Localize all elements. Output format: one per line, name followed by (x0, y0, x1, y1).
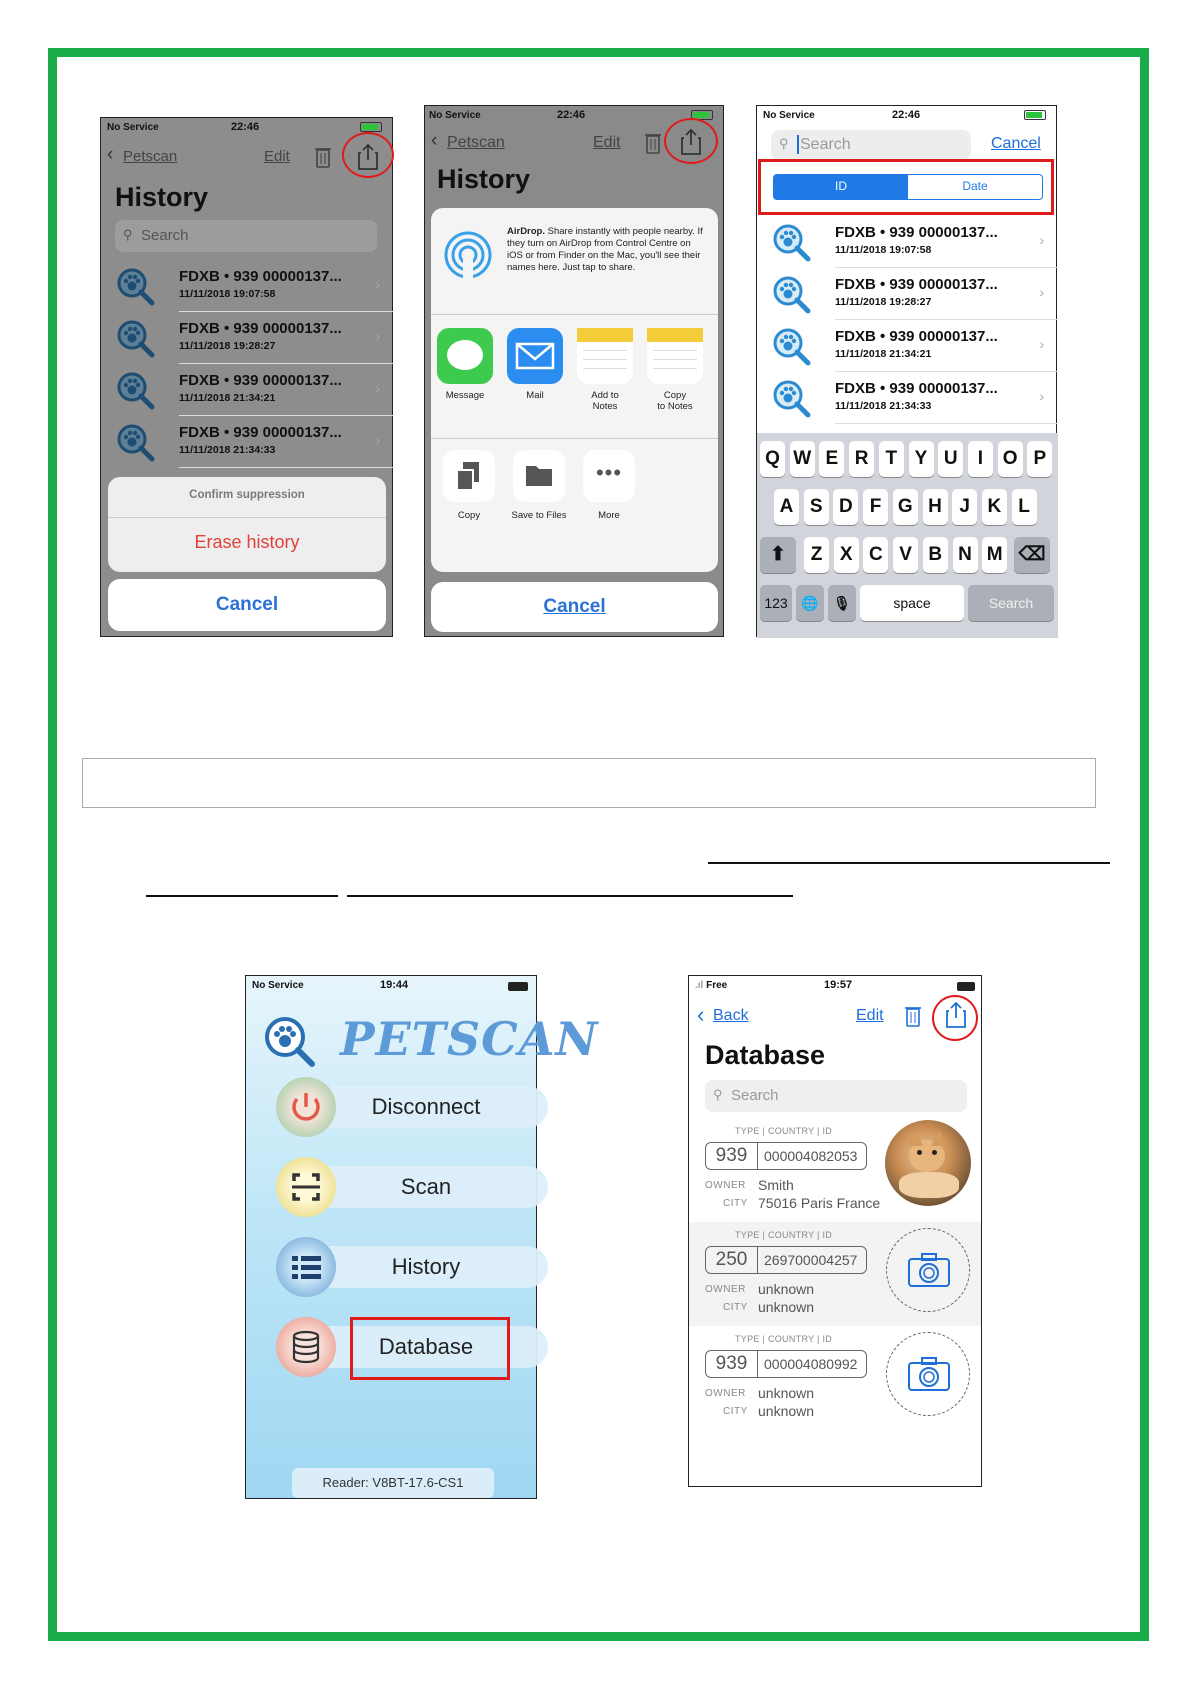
search-input[interactable] (115, 220, 377, 252)
database-screenshot (688, 975, 982, 1487)
city-label: CITY (723, 1406, 748, 1417)
copy-to-notes-app-icon[interactable] (647, 328, 703, 384)
edit-button[interactable]: Edit (856, 1007, 884, 1024)
chevron-right-icon: › (375, 328, 380, 344)
entry-header: TYPE | COUNTRY | ID (735, 1334, 833, 1344)
row-date: 11/11/2018 19:28:27 (835, 296, 932, 308)
status-carrier: .ıl Free (695, 980, 728, 991)
status-carrier: No Service (763, 110, 815, 121)
segment-date[interactable]: Date (962, 179, 988, 193)
search-input[interactable] (771, 130, 971, 160)
key[interactable]: I (968, 441, 993, 477)
entry-id-box (705, 1142, 867, 1170)
airdrop-description (507, 226, 707, 274)
paw-search-icon (771, 274, 811, 314)
back-button[interactable]: Petscan (123, 148, 178, 165)
key[interactable]: R (849, 441, 874, 477)
row-date: 11/11/2018 21:34:21 (835, 348, 932, 360)
key[interactable]: T (879, 441, 904, 477)
search-icon: ⚲ (123, 227, 133, 242)
status-carrier: No Service (107, 122, 159, 133)
key[interactable]: N (953, 537, 978, 573)
battery-icon (508, 982, 528, 991)
history-button[interactable]: History (304, 1246, 548, 1288)
chevron-right-icon: › (1039, 284, 1044, 300)
entry-header: TYPE | COUNTRY | ID (735, 1230, 833, 1240)
key[interactable]: K (982, 489, 1007, 525)
key[interactable]: O (998, 441, 1023, 477)
status-time: 22:46 (557, 109, 586, 121)
trash-icon[interactable] (313, 145, 333, 169)
chevron-right-icon: › (375, 432, 380, 448)
back-button[interactable]: Back (713, 1007, 749, 1024)
city-label: CITY (723, 1302, 748, 1313)
status-time: 19:57 (824, 979, 853, 991)
share-action-label: Copy (457, 510, 481, 521)
key[interactable]: X (834, 537, 859, 573)
key[interactable]: Y (909, 441, 934, 477)
page-title: History (115, 182, 209, 212)
chevron-right-icon: › (375, 276, 380, 292)
database-button[interactable]: Database (304, 1326, 548, 1368)
camera-icon (887, 1333, 971, 1417)
history-list (757, 216, 1058, 426)
airdrop-title: AirDrop. (507, 226, 545, 237)
divider (431, 438, 718, 439)
share-action-label: Save to Files (511, 510, 567, 521)
camera-icon (887, 1229, 971, 1313)
history-row[interactable] (757, 268, 1058, 320)
row-chip-id: FDXB • 939 00000137... (179, 372, 342, 389)
segment-highlight-box (758, 159, 1054, 215)
scan-button[interactable]: Scan (304, 1166, 548, 1208)
share-sheet-screenshot (424, 105, 724, 637)
status-time: 22:46 (231, 121, 260, 133)
row-chip-id: FDXB • 939 00000137... (835, 276, 998, 293)
key[interactable]: W (790, 441, 815, 477)
row-chip-id: FDXB • 939 00000137... (835, 328, 998, 345)
mail-app-icon[interactable] (507, 328, 563, 384)
key[interactable]: S (804, 489, 829, 525)
carrier-name: Free (706, 980, 728, 991)
share-highlight-circle (664, 118, 718, 164)
divider (431, 314, 718, 315)
action-sheet-title: Confirm suppression (189, 489, 305, 501)
key[interactable]: F (863, 489, 888, 525)
database-entry[interactable] (689, 1118, 981, 1222)
cancel-button[interactable]: Cancel (108, 579, 386, 631)
chip-id: 000004080992 (764, 1356, 858, 1372)
share-app-label: Add to Notes (591, 390, 619, 412)
search-key[interactable]: Search (968, 585, 1054, 621)
page-title: History (437, 164, 531, 194)
country-code: 939 (706, 1143, 758, 1169)
history-row[interactable] (101, 364, 394, 416)
search-placeholder: Search (800, 136, 851, 153)
paw-search-icon (115, 266, 155, 306)
numbers-key[interactable]: 123 (760, 585, 792, 621)
share-app-label: Message (445, 390, 485, 401)
cat-photo (885, 1120, 971, 1206)
battery-icon (1024, 110, 1046, 120)
chevron-right-icon: › (1039, 232, 1044, 248)
city-value: unknown (758, 1403, 815, 1419)
speech-bubble-icon (447, 340, 483, 370)
row-date: 11/11/2018 19:07:58 (179, 288, 276, 300)
erase-history-button[interactable]: Erase history (194, 532, 300, 552)
copy-action-icon[interactable] (443, 450, 495, 502)
back-button[interactable]: Petscan (447, 134, 505, 151)
envelope-icon (507, 328, 563, 384)
row-date: 11/11/2018 21:34:21 (179, 392, 276, 404)
history-row[interactable] (101, 312, 394, 364)
search-icon: ⚲ (779, 136, 789, 151)
city-value: 75016 Paris France (758, 1195, 881, 1211)
row-chip-id: FDXB • 939 00000137... (179, 320, 342, 337)
empty-text-box (82, 758, 1096, 808)
scan-icon[interactable] (276, 1157, 336, 1217)
chevron-right-icon: › (1039, 336, 1044, 352)
paw-search-icon (115, 370, 155, 410)
entry-id-box (705, 1350, 867, 1378)
status-time: 19:44 (380, 979, 409, 991)
history-row[interactable] (757, 216, 1058, 268)
keyboard (757, 433, 1058, 638)
segment-id[interactable]: ID (774, 175, 908, 199)
share-highlight-circle (342, 132, 394, 178)
action-sheet (108, 477, 386, 572)
search-icon: ⚲ (713, 1087, 723, 1102)
page-title: Database (705, 1040, 826, 1070)
status-carrier: No Service (429, 110, 481, 121)
app-name: PETSCAN (340, 1012, 599, 1066)
row-chip-id: FDXB • 939 00000137... (179, 268, 342, 285)
space-key[interactable]: space (860, 585, 964, 621)
search-placeholder: Search (141, 227, 189, 244)
key[interactable]: E (819, 441, 844, 477)
owner-label: OWNER (705, 1284, 746, 1295)
trash-icon[interactable] (903, 1004, 923, 1028)
row-date: 11/11/2018 21:34:33 (179, 444, 276, 456)
trash-icon[interactable] (643, 131, 663, 155)
underline-rule (146, 895, 338, 897)
history-row[interactable] (101, 260, 394, 312)
chevron-right-icon: › (1039, 388, 1044, 404)
history-list (101, 260, 394, 480)
edit-button[interactable]: Edit (264, 148, 290, 165)
globe-icon[interactable]: 🌐 (796, 585, 824, 621)
more-icon[interactable]: ••• (583, 450, 635, 502)
power-icon[interactable] (276, 1077, 336, 1137)
share-app-label: Mail (526, 390, 544, 401)
folder-icon (513, 450, 565, 502)
key[interactable]: D (833, 489, 858, 525)
key[interactable]: G (893, 489, 918, 525)
shift-key[interactable]: ⬆ (760, 537, 796, 573)
chip-id: 000004082053 (764, 1148, 858, 1164)
search-screenshot (756, 105, 1057, 637)
status-time: 22:46 (892, 109, 921, 121)
owner-value: unknown (758, 1281, 815, 1297)
owner-label: OWNER (705, 1388, 746, 1399)
country-code: 939 (706, 1351, 758, 1377)
key[interactable]: B (923, 537, 948, 573)
row-chip-id: FDXB • 939 00000137... (835, 380, 998, 397)
owner-value: unknown (758, 1385, 815, 1401)
back-chevron-icon[interactable]: ‹ (431, 130, 438, 151)
cancel-button[interactable]: Cancel (431, 582, 718, 632)
history-row[interactable] (757, 320, 1058, 372)
entry-id-box (705, 1246, 867, 1274)
database-entry[interactable] (689, 1326, 981, 1430)
key[interactable]: M (982, 537, 1007, 573)
paw-search-icon (771, 222, 811, 262)
back-chevron-icon[interactable]: ‹ (107, 144, 114, 165)
country-code: 250 (706, 1247, 758, 1273)
copy-icon (443, 450, 495, 502)
battery-icon (957, 982, 975, 991)
key[interactable]: A (774, 489, 799, 525)
key[interactable]: C (863, 537, 888, 573)
petscan-menu-screenshot (245, 975, 599, 1499)
database-entry[interactable] (689, 1222, 981, 1326)
add-photo-button[interactable] (886, 1228, 970, 1312)
database-highlight-box (350, 1317, 510, 1380)
backspace-key[interactable]: ⌫ (1014, 537, 1050, 573)
key[interactable]: U (938, 441, 963, 477)
key[interactable]: Z (804, 537, 829, 573)
paw-search-icon (771, 378, 811, 418)
back-chevron-icon[interactable]: ‹ (697, 1002, 705, 1027)
divider (179, 467, 394, 468)
row-date: 11/11/2018 19:28:27 (179, 340, 276, 352)
search-input[interactable] (705, 1080, 967, 1112)
disconnect-button[interactable]: Disconnect (304, 1086, 548, 1128)
key[interactable]: H (923, 489, 948, 525)
paw-search-icon (115, 318, 155, 358)
row-date: 11/11/2018 21:34:33 (835, 400, 932, 412)
paw-search-icon (115, 422, 155, 462)
message-app-icon[interactable] (437, 328, 493, 384)
key[interactable]: Q (760, 441, 785, 477)
reader-status: Reader: V8BT-17.6-CS1 (292, 1468, 494, 1498)
database-icon[interactable] (276, 1317, 336, 1377)
history-row[interactable] (101, 416, 394, 468)
history-row[interactable] (757, 372, 1058, 424)
share-app-label: Copy to Notes (657, 390, 693, 412)
city-label: CITY (723, 1198, 748, 1209)
paw-search-icon (771, 326, 811, 366)
add-to-notes-app-icon[interactable] (577, 328, 633, 384)
battery-icon (360, 122, 382, 132)
share-action-label: More (598, 510, 620, 521)
chevron-right-icon: › (375, 380, 380, 396)
owner-value: Smith (758, 1177, 794, 1193)
key[interactable]: J (952, 489, 977, 525)
owner-label: OWNER (705, 1180, 746, 1191)
airdrop-text: Share instantly with people nearby. If they turn on AirDrop from Control Centre on iOS or from Finder on the Mac, you'll see their names here. Just tap to share. (507, 226, 703, 273)
row-chip-id: FDXB • 939 00000137... (179, 424, 342, 441)
chip-id: 269700004257 (764, 1252, 858, 1268)
divider (108, 517, 386, 518)
status-carrier: No Service (252, 980, 304, 991)
airdrop-icon[interactable] (443, 230, 493, 280)
key[interactable]: L (1012, 489, 1037, 525)
share-sheet (431, 208, 718, 572)
divider (835, 423, 1058, 424)
history-erase-screenshot (100, 117, 393, 637)
add-photo-button[interactable] (886, 1332, 970, 1416)
row-date: 11/11/2018 19:07:58 (835, 244, 932, 256)
paw-magnifier-logo-icon (262, 1014, 318, 1070)
save-to-files-action-icon[interactable] (513, 450, 565, 502)
list-icon[interactable] (276, 1237, 336, 1297)
text-cursor (797, 135, 799, 154)
edit-button[interactable]: Edit (593, 134, 621, 151)
microphone-icon[interactable]: 🎙 (828, 585, 856, 621)
search-placeholder: Search (731, 1087, 779, 1104)
underline-rule (347, 895, 793, 897)
cancel-button[interactable]: Cancel (991, 135, 1041, 152)
city-value: unknown (758, 1299, 815, 1315)
share-highlight-circle (932, 995, 978, 1041)
row-chip-id: FDXB • 939 00000137... (835, 224, 998, 241)
entry-header: TYPE | COUNTRY | ID (735, 1126, 833, 1136)
key[interactable]: V (893, 537, 918, 573)
underline-rule (708, 862, 1110, 864)
key[interactable]: P (1027, 441, 1052, 477)
